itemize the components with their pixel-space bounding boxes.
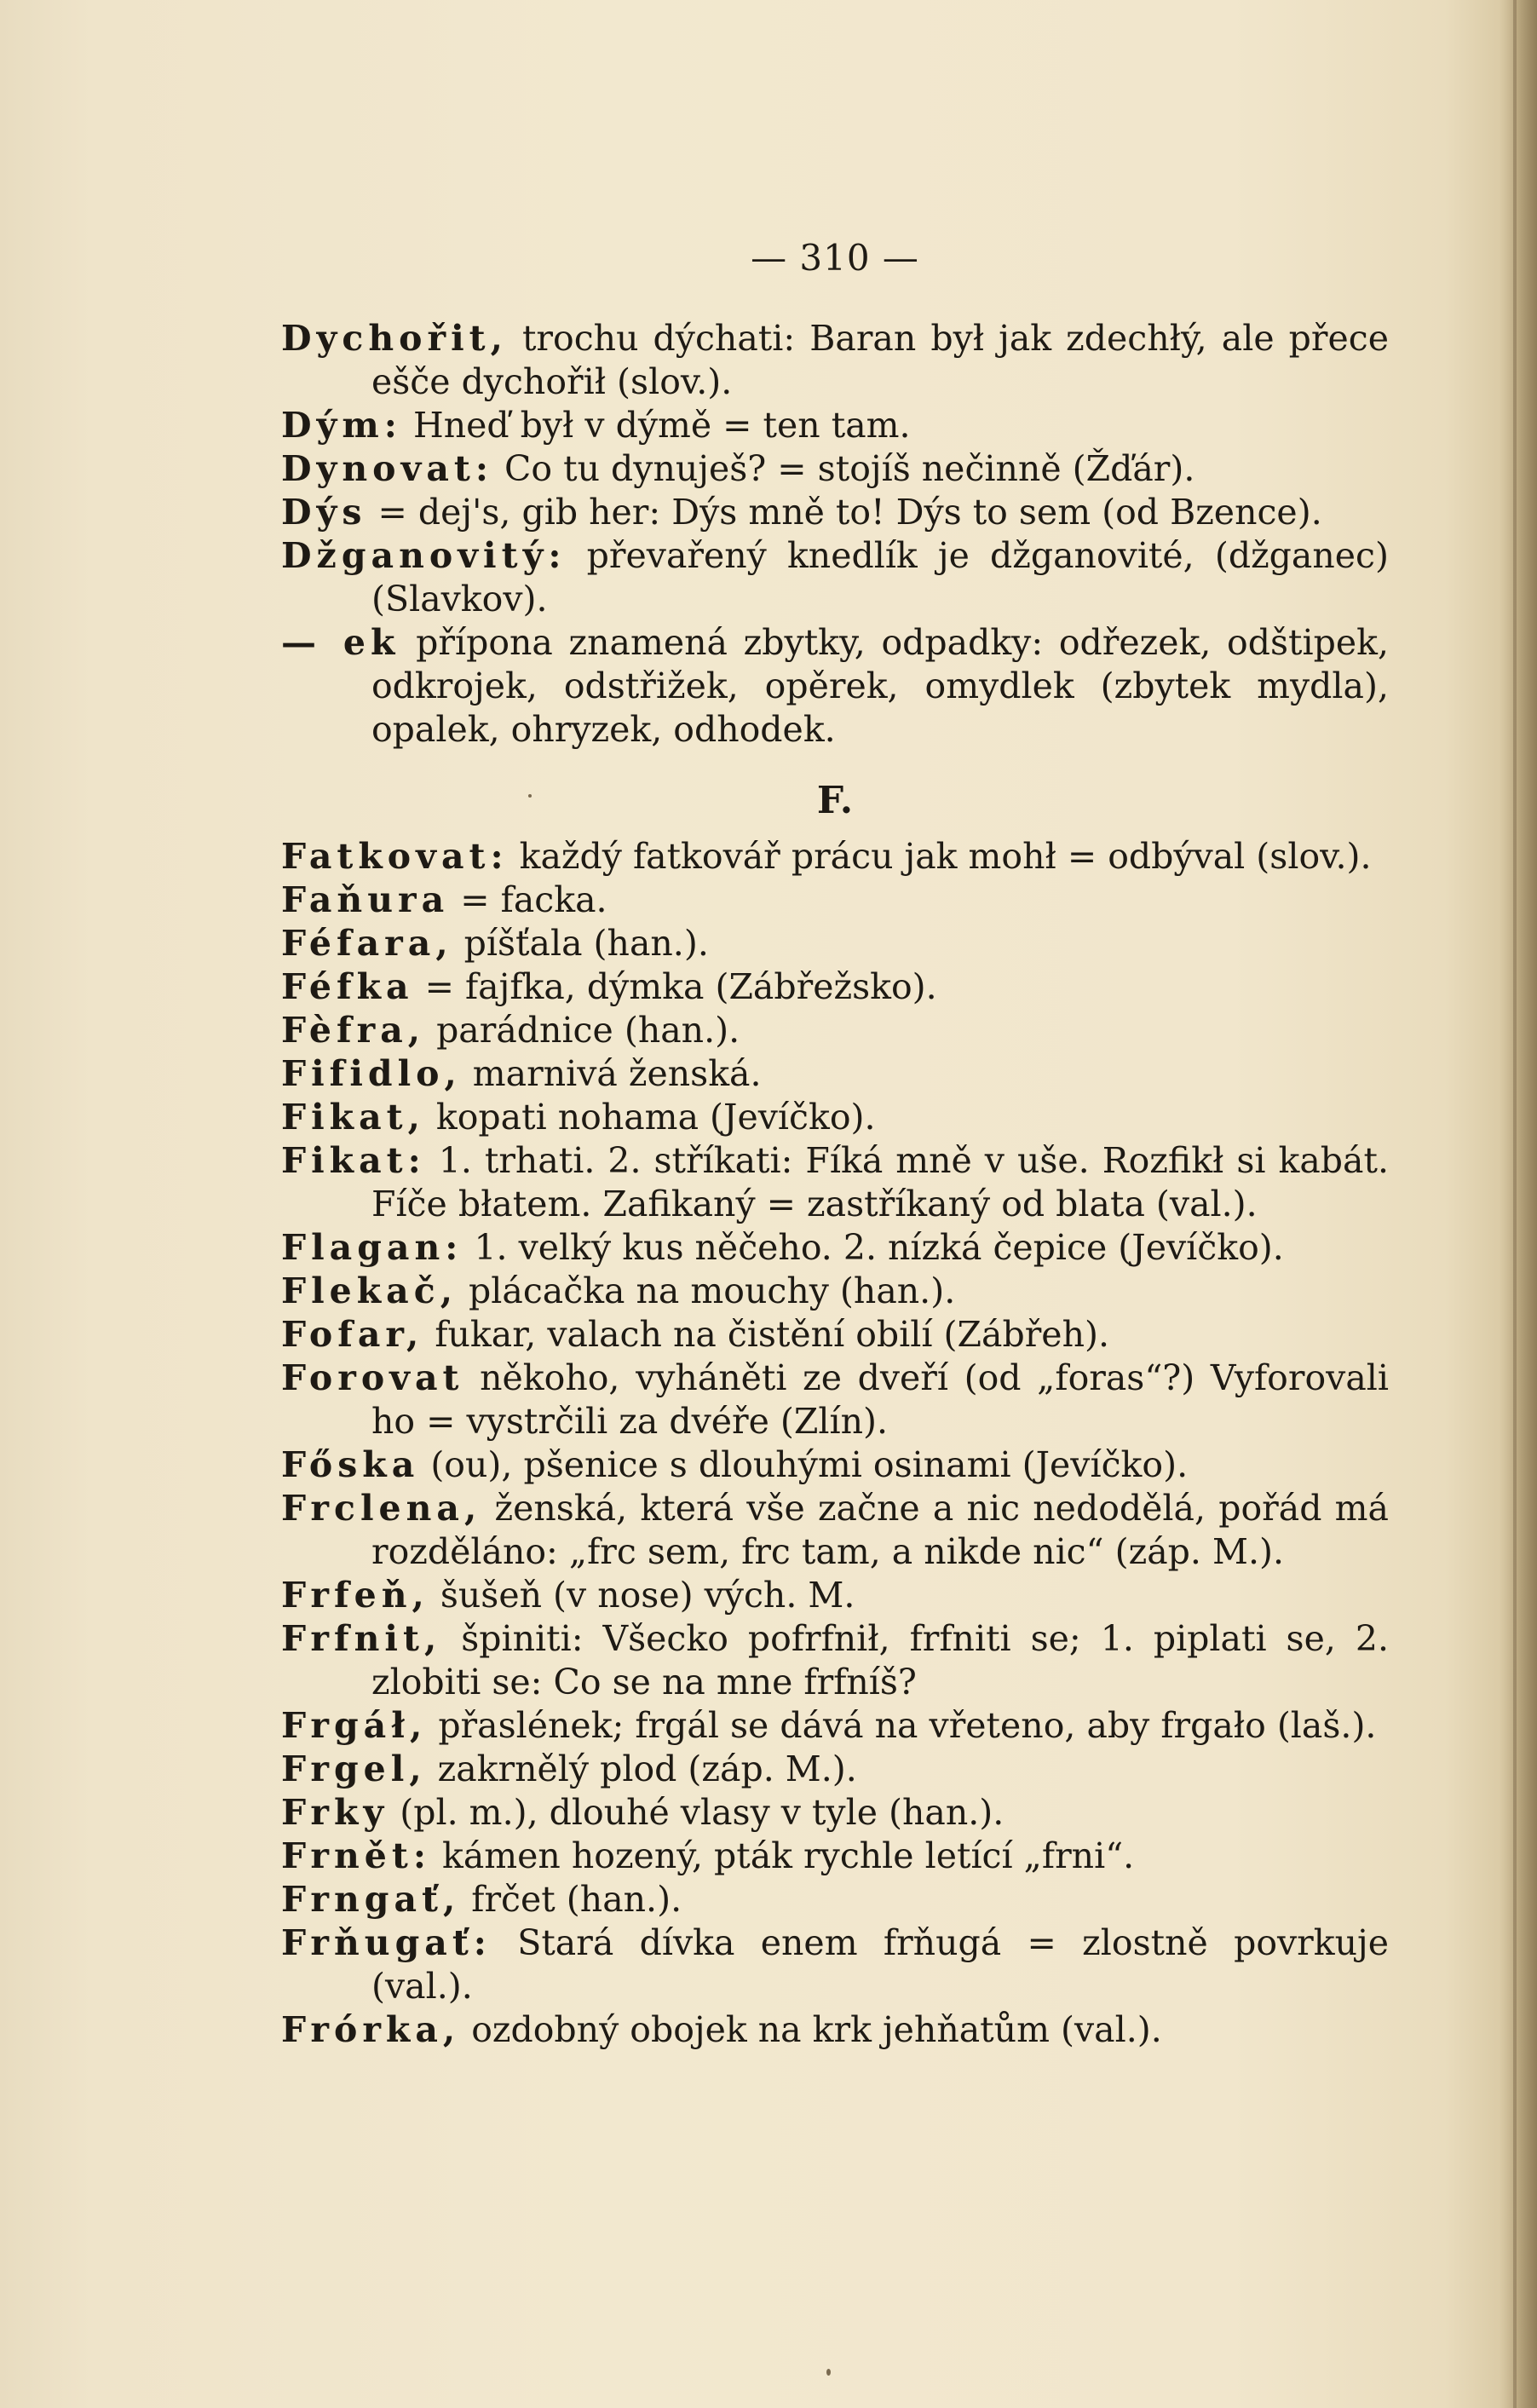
- entry-headword: Frgel,: [281, 1748, 427, 1789]
- dictionary-entry: [281, 1487, 1389, 1574]
- entry-definition: parádnice (han.).: [425, 1010, 740, 1051]
- dictionary-entry: [281, 621, 1389, 752]
- entries-section-d: [281, 317, 1389, 752]
- entry-headword: Dychořit,: [281, 318, 508, 359]
- entry-headword: Fikat:: [281, 1140, 426, 1181]
- entry-definition: Stará dívka enem frňugá = zlostně povrkuje (val.).: [371, 1922, 1389, 2007]
- entry-definition: ženská, která vše začne a nic nedodělá, pořád má rozděláno: „frc sem, frc tam, a nikde nic“ (záp. M.).: [371, 1488, 1389, 1572]
- entry-headword: Frclena,: [281, 1488, 482, 1529]
- entry-headword: Frngať,: [281, 1879, 461, 1920]
- dictionary-entry: [281, 1313, 1389, 1357]
- dictionary-entry: [281, 1052, 1389, 1096]
- dictionary-entry: [281, 879, 1389, 922]
- dictionary-entry: [281, 317, 1389, 404]
- dictionary-entry: [281, 922, 1389, 965]
- entry-definition: trochu dýchati: Baran był jak zdechłý, ale přece ešče dychořił (slov.).: [371, 318, 1389, 402]
- entry-headword: Fofar,: [281, 1314, 424, 1355]
- entry-definition: šušeň (v nose) vých. M.: [429, 1575, 855, 1616]
- dictionary-entry: [281, 404, 1389, 447]
- entry-headword: Dýs: [281, 492, 367, 533]
- dictionary-entry: [281, 1791, 1389, 1835]
- entry-definition: Hneď był v dýmě = ten tam.: [401, 405, 911, 446]
- entry-definition: špiniti: Všecko pofrfnił, frfniti se; 1. piplati se, 2. zlobiti se: Co se na mne frfníš?: [371, 1618, 1389, 1702]
- entry-definition: plácačka na mouchy (han.).: [457, 1270, 956, 1311]
- entry-headword: Frfnit,: [281, 1618, 442, 1659]
- entry-headword: Főska: [281, 1444, 420, 1485]
- entry-headword: Džganovitý:: [281, 535, 567, 576]
- entry-definition: kámen hozený, pták rychle letící „frni“.: [430, 1835, 1135, 1876]
- entry-definition: zakrnělý plod (záp. M.).: [426, 1748, 857, 1789]
- dictionary-entry: [281, 447, 1389, 491]
- entry-headword: Frnět:: [281, 1835, 431, 1876]
- entry-headword: Flekač,: [281, 1270, 458, 1311]
- entry-definition: každý fatkovář prácu jak mohł = odbýval (slov.).: [508, 836, 1372, 877]
- entry-headword: Fèfra,: [281, 1010, 426, 1051]
- dictionary-entry: [281, 491, 1389, 534]
- entry-headword: Fifidlo,: [281, 1053, 462, 1094]
- entry-definition: kopati nohama (Jevíčko).: [424, 1097, 876, 1138]
- entry-definition: (ou), pšenice s dlouhými osinami (Jevíčko).: [419, 1444, 1189, 1485]
- entry-definition: (pl. m.), dlouhé vlasy v tyle (han.).: [389, 1792, 1005, 1833]
- entry-definition: ozdobný obojek na krk jehňatům (val.).: [460, 2009, 1162, 2050]
- dictionary-entry: [281, 1226, 1389, 1270]
- entry-headword: Fikat,: [281, 1097, 425, 1138]
- entry-headword: Frfeň,: [281, 1575, 429, 1616]
- entry-definition: = dej's, gib her: Dýs mně to! Dýs to sem (od Bzence).: [366, 492, 1322, 533]
- entry-definition: marnivá ženská.: [461, 1053, 762, 1094]
- entry-definition: Co tu dynuješ? = stojíš nečinně (Žďár).: [493, 448, 1195, 489]
- entry-headword: — ek: [281, 622, 400, 663]
- dictionary-entry: [281, 1748, 1389, 1791]
- entry-definition: 1. velký kus něčeho. 2. nízká čepice (Jevíčko).: [463, 1227, 1284, 1268]
- entry-definition: 1. trhati. 2. stříkati: Fíká mně v uše. Rozfikł si kabát. Fíče błatem. Zafikaný = zastříkaný od blata (val.).: [371, 1140, 1389, 1224]
- entry-definition: převařený knedlík je džganovité, (džganec) (Slavkov).: [371, 535, 1389, 619]
- entry-headword: Féfka: [281, 966, 414, 1007]
- dictionary-entry: [281, 1270, 1389, 1313]
- entry-definition: frčet (han.).: [460, 1879, 682, 1920]
- dictionary-entry: [281, 1443, 1389, 1487]
- entry-definition: fukar, valach na čistění obilí (Zábřeh).: [423, 1314, 1109, 1355]
- entry-headword: Forovat: [281, 1357, 464, 1398]
- entry-headword: Féfara,: [281, 923, 453, 964]
- entry-definition: = facka.: [449, 879, 607, 920]
- entry-headword: Fatkovat:: [281, 836, 509, 877]
- page-edge-shadow: [1500, 0, 1537, 2408]
- dictionary-entry: [281, 1921, 1389, 2008]
- page-fold-line: [1513, 0, 1517, 2408]
- entry-headword: Dým:: [281, 405, 402, 446]
- dictionary-entry: [281, 1357, 1389, 1443]
- entry-definition: = fajfka, dýmka (Zábřežsko).: [413, 966, 937, 1007]
- paper-speck: [826, 2369, 831, 2376]
- dictionary-entry: [281, 1835, 1389, 1878]
- entry-headword: Dynovat:: [281, 448, 493, 489]
- entry-headword: Frňugať:: [281, 1922, 492, 1963]
- dictionary-entry: [281, 835, 1389, 879]
- page-number: — 310 —: [751, 237, 919, 279]
- dictionary-entry: [281, 2008, 1389, 2052]
- dictionary-entry: [281, 1617, 1389, 1704]
- dictionary-entry: [281, 1096, 1389, 1139]
- entry-definition: přípona znamená zbytky, odpadky: odřezek, odštipek, odkrojek, odstřižek, opěrek, omydlek (zbytek mydla), opalek, ohryzek, odhodek.: [371, 622, 1389, 750]
- section-letter-f: F.: [816, 779, 854, 822]
- dictionary-entry: [281, 965, 1389, 1009]
- entry-definition: píšťala (han.).: [452, 923, 709, 964]
- entry-headword: Frky: [281, 1792, 389, 1833]
- entry-headword: Flagan:: [281, 1227, 463, 1268]
- entry-definition: přaslének; frgál se dává na vřeteno, aby frgało (laš.).: [427, 1705, 1377, 1746]
- entry-headword: Faňura: [281, 879, 450, 920]
- dictionary-entry: [281, 1574, 1389, 1617]
- dictionary-entry: [281, 1878, 1389, 1921]
- dictionary-entry: [281, 1139, 1389, 1226]
- dictionary-entry: [281, 1704, 1389, 1748]
- entry-headword: Frgáł,: [281, 1705, 428, 1746]
- dictionary-entry: [281, 534, 1389, 621]
- paper-speck: [528, 794, 532, 798]
- dictionary-entries: [281, 317, 1389, 2052]
- entries-section-f: [281, 835, 1389, 2052]
- entry-headword: Frórka,: [281, 2009, 461, 2050]
- dictionary-entry: [281, 1009, 1389, 1052]
- entry-definition: někoho, vyháněti ze dveří (od „foras“?) Vyforovali ho = vystrčili za dvéře (Zlín).: [371, 1357, 1389, 1442]
